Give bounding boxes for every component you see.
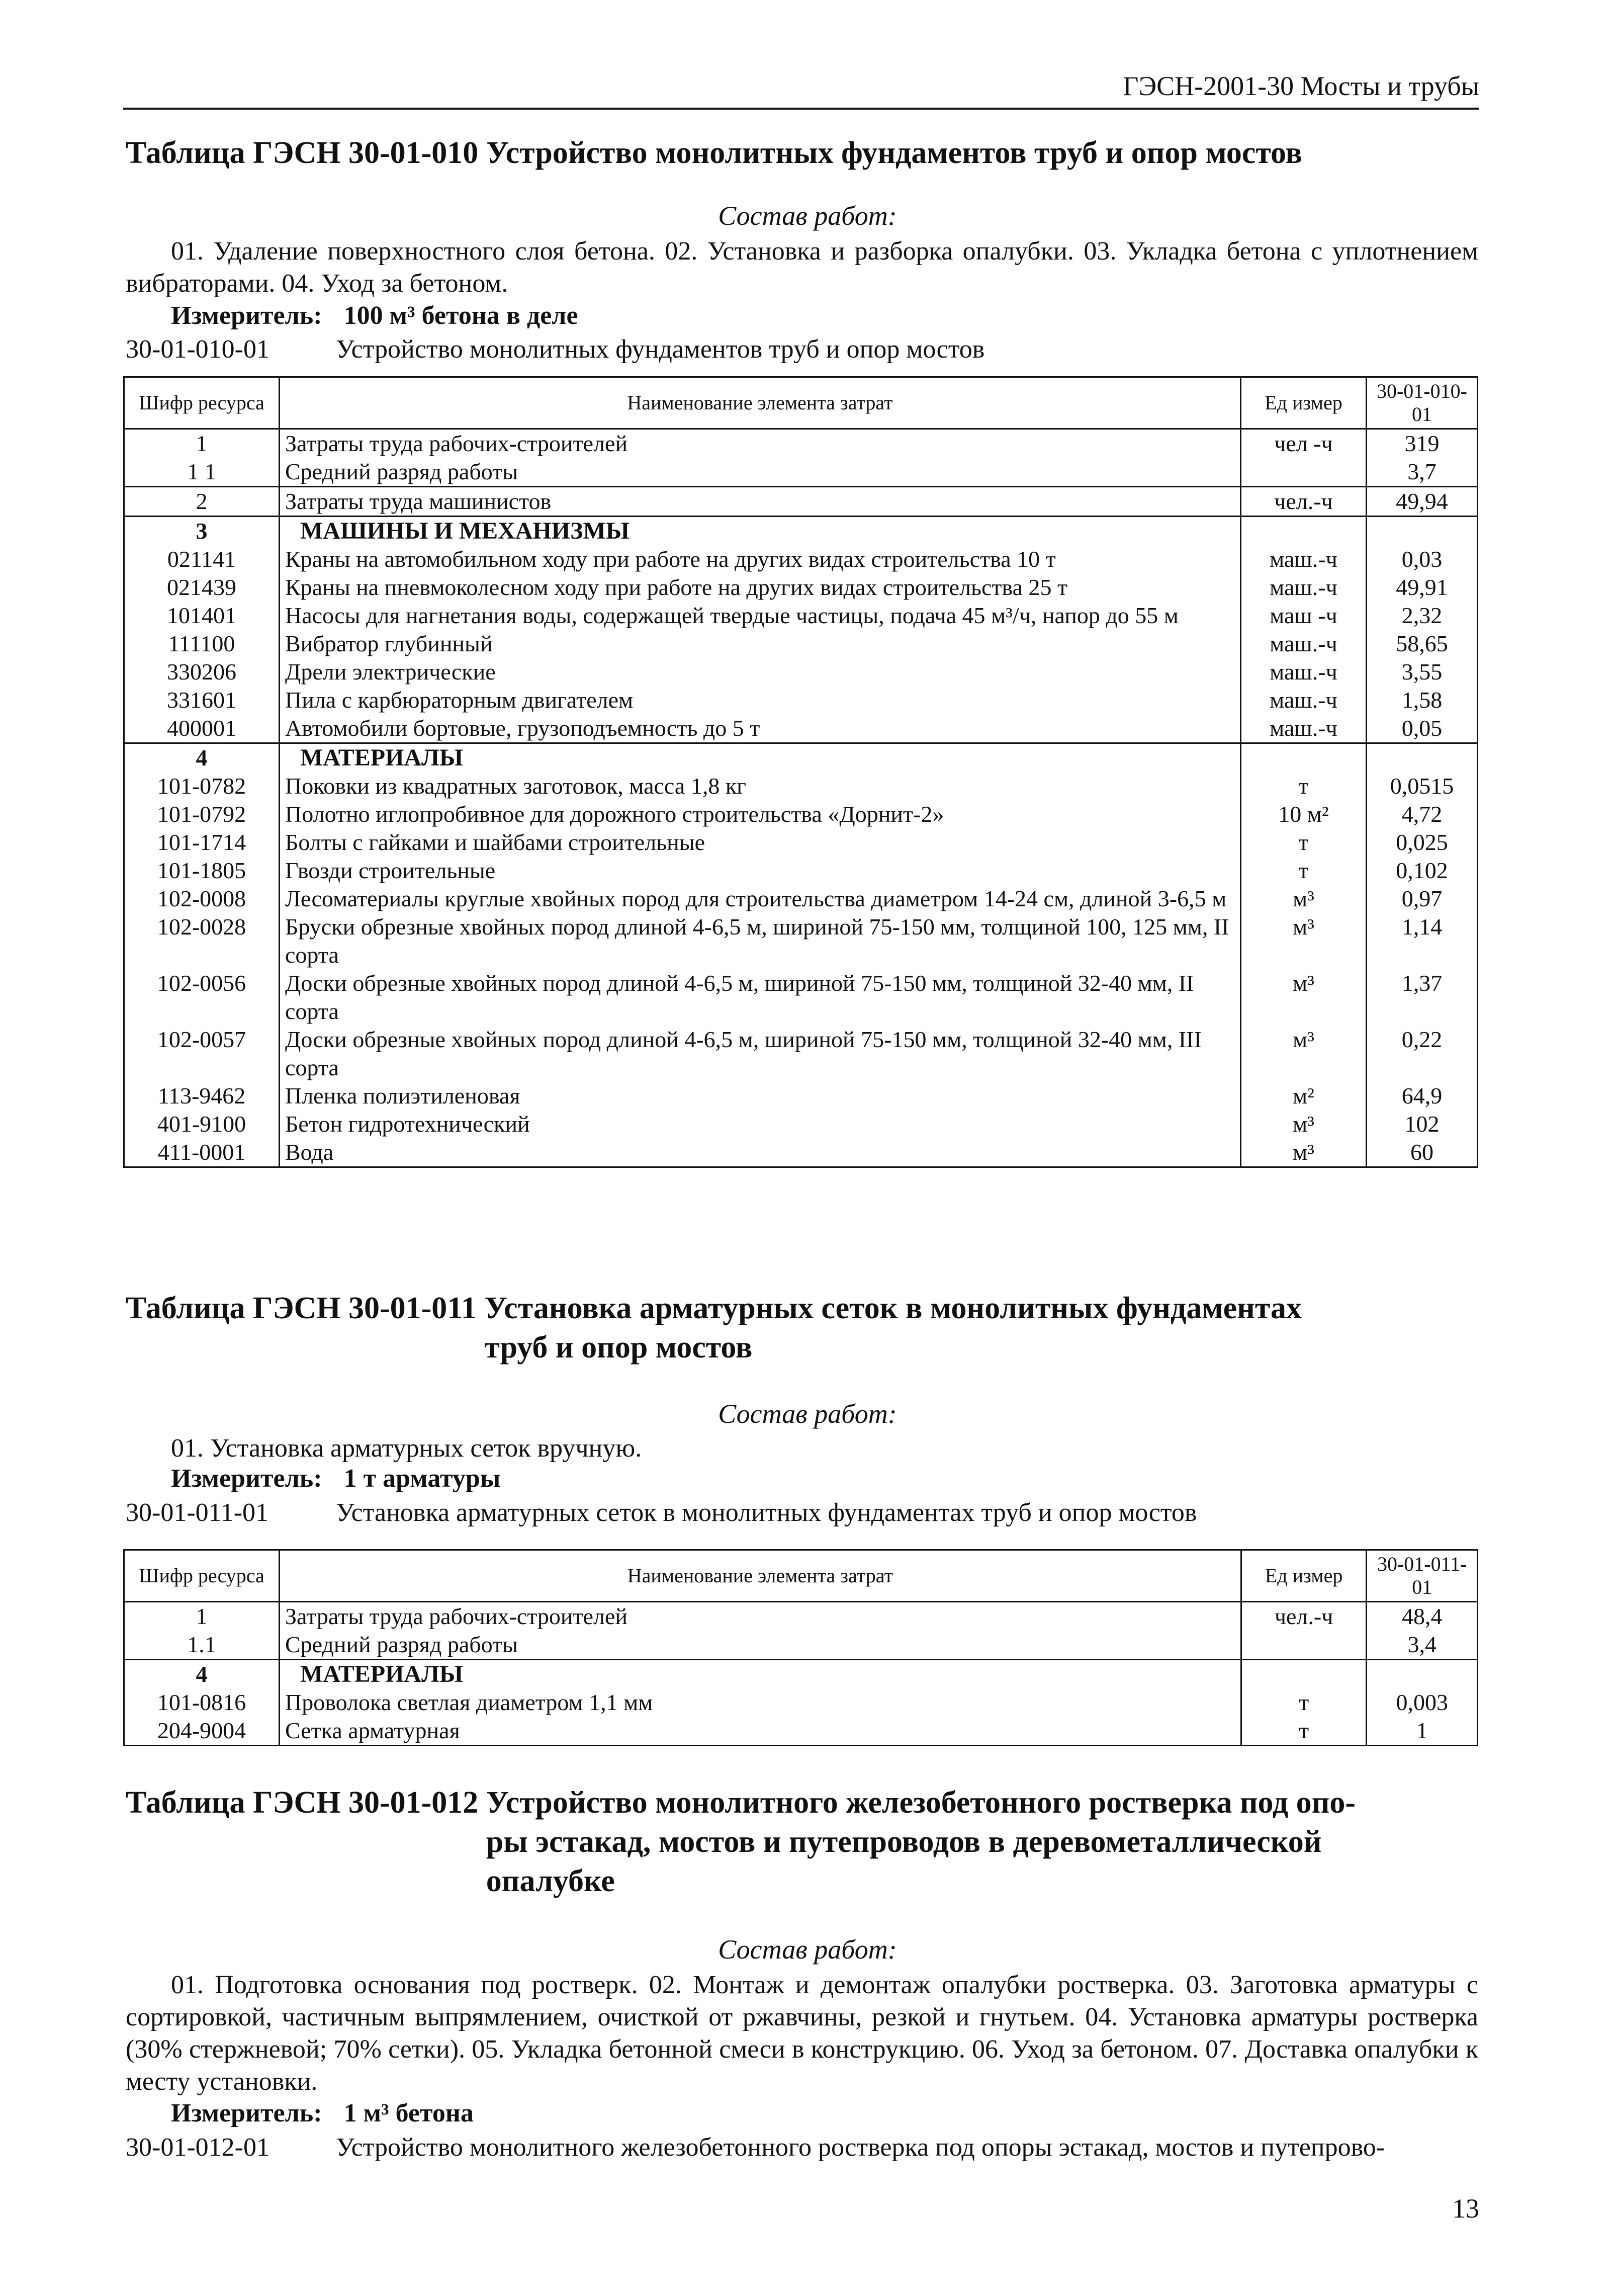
resource-value: 0,003 [1367,1688,1478,1717]
resource-table-30-01-010 [123,376,1478,1168]
resource-value: 0,97 [1366,885,1477,913]
resource-unit: маш.-ч [1241,714,1367,743]
resource-value: 1,14 [1366,913,1477,969]
resource-unit [1241,517,1367,546]
table-row [124,1110,1478,1138]
resource-name: Автомобили бортовые, грузоподъемность до 5 т [280,714,1241,743]
resource-value [1366,743,1477,773]
resource-name: Поковки из квадратных заготовок, масса 1,8 кг [280,772,1241,800]
resource-name: Проволока светлая диаметром 1,1 мм [279,1688,1241,1717]
resource-unit: маш -ч [1241,602,1367,630]
table-row [124,686,1478,714]
resource-name: Краны на пневмоколесном ходу при работе на других видах строительства 25 т [280,573,1241,602]
header-code: Шифр ресурса [124,1550,280,1602]
resource-value: 0,03 [1366,545,1477,573]
table-title-line: ры эстакад, мостов и путепроводов в деревометаллической [486,1825,1322,1859]
resource-value: 0,05 [1366,714,1477,743]
resource-code: 3 [124,517,280,546]
resource-unit: т [1241,828,1367,857]
resource-unit: маш.-ч [1241,686,1367,714]
resource-unit: м³ [1241,1110,1367,1138]
resource-name: Средний разряд работы [279,1631,1241,1660]
resource-code: 102-0057 [124,1026,280,1082]
resource-value: 2,32 [1366,602,1477,630]
table-row [124,1660,1478,1689]
table-row [124,658,1478,686]
resource-name: Затраты труда рабочих-строителей [280,429,1241,458]
norm-code-line [126,334,984,364]
resource-name: Пила с карбюраторным двигателем [280,686,1241,714]
norm-code: 30-01-012-01 [126,2133,270,2162]
table-row [124,458,1478,487]
table-row [124,1082,1478,1110]
table-header-row [124,1550,1478,1602]
resource-unit: м³ [1241,913,1367,969]
resource-unit: 10 м² [1241,800,1367,828]
resource-value: 102 [1366,1110,1477,1138]
resource-code: 021439 [124,573,280,602]
measure-line [171,301,578,330]
resource-code: 101-1805 [124,857,280,885]
resource-value: 3,55 [1366,658,1477,686]
resource-name: Средний разряд работы [280,458,1241,487]
resource-name: Дрели электрические [280,658,1241,686]
resource-code: 1 1 [124,458,280,487]
resource-unit [1241,458,1367,487]
resource-unit: т [1241,857,1367,885]
measure-line [171,2098,474,2128]
resource-value: 64,9 [1366,1082,1477,1110]
resource-name: Болты с гайками и шайбами строительные [280,828,1241,857]
table-row [124,772,1478,800]
works-text: 01. Удаление поверхностного слоя бетона. 02. Установка и разборка опалубки. 03. Укладка бетона с уплотнением вибраторами. 04. Уход за бетоном. [126,237,1478,298]
works-heading: Состав работ: [718,201,897,231]
table-row [124,517,1478,546]
resource-value: 3,7 [1366,458,1477,487]
header-value: 30-01-011-01 [1367,1550,1478,1602]
table-row [124,857,1478,885]
resource-code: 101401 [124,602,280,630]
table-title-line: опалубке [486,1864,615,1898]
resource-code: 102-0056 [124,969,280,1026]
resource-value: 0,0515 [1366,772,1477,800]
resource-value: 60 [1366,1138,1477,1167]
page-number: 13 [1452,2193,1479,2224]
resource-code: 102-0028 [124,913,280,969]
measure-label: Измеритель: [171,1464,322,1493]
resource-code: 113-9462 [124,1082,280,1110]
measure-label: Измеритель: [171,2099,322,2128]
resource-name: Бетон гидротехнический [280,1110,1241,1138]
resource-value: 1,58 [1366,686,1477,714]
norm-code: 30-01-011-01 [126,1498,269,1527]
table-row [124,913,1478,969]
resource-name: Сетка арматурная [279,1717,1241,1746]
table-title-line: Устройство монолитного железобетонного ростверка под опо- [486,1785,1356,1820]
resource-code: 101-1714 [124,828,280,857]
resource-unit: м³ [1241,969,1367,1026]
resource-unit: т [1241,1688,1367,1717]
norm-description: Устройство монолитного железобетонного ростверка под опоры эстакад, мостов и путепрово- [336,2133,1385,2162]
table-title-label: Таблица ГЭСН 30-01-010 [126,136,479,170]
norm-code-line [126,1498,1197,1527]
table-row [124,1026,1478,1082]
table-title-label: Таблица ГЭСН 30-01-012 [126,1785,479,1820]
works-heading: Состав работ: [718,1934,897,1965]
resource-value: 319 [1366,429,1477,458]
resource-code: 204-9004 [124,1717,280,1746]
norm-description: Установка арматурных сеток в монолитных фундаментах труб и опор мостов [336,1498,1197,1527]
table-title-line: Установка арматурных сеток в монолитных фундаментах [484,1291,1302,1325]
table-title-30-01-010 [126,133,1302,173]
header-code: Шифр ресурса [124,377,280,429]
table-title-30-01-011 [126,1289,1302,1367]
table-title-label: Таблица ГЭСН 30-01-011 [126,1291,477,1325]
resource-code: 401-9100 [124,1110,280,1138]
table-row [124,1688,1478,1717]
table-row [124,800,1478,828]
resource-unit: т [1241,772,1367,800]
table-row [124,429,1478,458]
resource-unit: маш.-ч [1241,545,1367,573]
resource-code: 101-0792 [124,800,280,828]
resource-code: 400001 [124,714,280,743]
resource-value: 3,4 [1367,1631,1478,1660]
measure-label: Измеритель: [171,301,322,330]
resource-name: Краны на автомобильном ходу при работе на других видах строительства 10 т [280,545,1241,573]
resource-value: 58,65 [1366,630,1477,658]
resource-name: Насосы для нагнетания воды, содержащей твердые частицы, подача 45 м³/ч, напор до 55 м [280,602,1241,630]
measure-value: 1 т арматуры [343,1464,501,1493]
resource-name: Лесоматериалы круглые хвойных пород для строительства диаметром 14-24 см, длиной 3-6,5 м [280,885,1241,913]
table-row [124,1138,1478,1167]
resource-unit: м³ [1241,1138,1367,1167]
resource-value [1366,517,1477,546]
table-row [124,743,1478,773]
resource-unit: м² [1241,1082,1367,1110]
table-title-text: Устройство монолитных фундаментов труб и опор мостов [486,136,1302,170]
resource-code: 331601 [124,686,280,714]
resource-unit: маш.-ч [1241,630,1367,658]
resource-name: Доски обрезные хвойных пород длиной 4-6,5 м, шириной 75-150 мм, толщиной 32-40 мм, II сорта [280,969,1241,1026]
table-title-line: труб и опор мостов [484,1330,753,1365]
table-row [124,1631,1478,1660]
table-row [124,828,1478,857]
resource-value: 1 [1367,1717,1478,1746]
resource-value: 49,91 [1366,573,1477,602]
table-row [124,969,1478,1026]
measure-line [171,1464,500,1493]
resource-unit: чел -ч [1241,429,1367,458]
header-unit: Ед измер [1241,1550,1367,1602]
table-row [124,630,1478,658]
table-header-row [124,377,1478,429]
resource-code: 1 [124,429,280,458]
table-row [124,602,1478,630]
resource-unit: м³ [1241,1026,1367,1082]
table-row [124,1602,1478,1631]
resource-code: 111100 [124,630,280,658]
table-row [124,714,1478,743]
header-value: 30-01-010-01 [1366,377,1477,429]
resource-name: МАШИНЫ И МЕХАНИЗМЫ [280,517,1241,546]
norm-description: Устройство монолитных фундаментов труб и опор мостов [336,335,985,364]
resource-name: МАТЕРИАЛЫ [279,1660,1241,1689]
table-row [124,885,1478,913]
resource-unit: м³ [1241,885,1367,913]
table-row [124,1717,1478,1746]
resource-unit: т [1241,1717,1367,1746]
resource-name: Вибратор глубинный [280,630,1241,658]
resource-table-30-01-011 [123,1549,1478,1746]
resource-name: Полотно иглопробивное для дорожного строительства «Дорнит-2» [280,800,1241,828]
resource-code: 1.1 [124,1631,280,1660]
table-title-30-01-012 [126,1783,1356,1901]
resource-unit [1241,1631,1367,1660]
resource-name: Доски обрезные хвойных пород длиной 4-6,5 м, шириной 75-150 мм, толщиной 32-40 мм, III сорта [280,1026,1241,1082]
running-header: ГЭСН-2001-30 Мосты и трубы [1123,71,1479,101]
resource-unit: маш.-ч [1241,658,1367,686]
resource-unit [1241,743,1367,773]
resource-code: 4 [124,1660,280,1689]
resource-name: Вода [280,1138,1241,1167]
resource-name: Бруски обрезные хвойных пород длиной 4-6,5 м, шириной 75-150 мм, толщиной 100, 125 мм, II сорта [280,913,1241,969]
header-unit: Ед измер [1241,377,1367,429]
resource-name: Пленка полиэтиленовая [280,1082,1241,1110]
table-row [124,487,1478,517]
resource-code: 4 [124,743,280,773]
resource-code: 2 [124,487,280,517]
resource-code: 101-0816 [124,1688,280,1717]
resource-code: 411-0001 [124,1138,280,1167]
table-title-text [484,1289,1302,1367]
resource-code: 1 [124,1602,280,1631]
resource-name: МАТЕРИАЛЫ [280,743,1241,773]
header-name: Наименование элемента затрат [280,377,1241,429]
resource-value: 4,72 [1366,800,1477,828]
resource-name: Затраты труда рабочих-строителей [279,1602,1241,1631]
header-name: Наименование элемента затрат [279,1550,1241,1602]
resource-unit: маш.-ч [1241,573,1367,602]
resource-value: 1,37 [1366,969,1477,1026]
norm-code-line [126,2133,1385,2162]
resource-value: 0,025 [1366,828,1477,857]
resource-code: 102-0008 [124,885,280,913]
resource-unit: чел.-ч [1241,1602,1367,1631]
resource-name: Затраты труда машинистов [280,487,1241,517]
resource-name: Гвозди строительные [280,857,1241,885]
resource-value: 0,102 [1366,857,1477,885]
resource-code: 101-0782 [124,772,280,800]
resource-unit: чел.-ч [1241,487,1367,517]
works-text: 01. Подготовка основания под ростверк. 02. Монтаж и демонтаж опалубки ростверка. 03. Заготовка арматуры с сортировкой, частичным выпрямлением, очисткой от ржавчины, резкой и гнутьем. 04. Установка арматуры ростверка (30% стержневой; 70% сетки). 05. Укладка бетонной смеси в конструкцию. 06. Уход за бетоном. 07. Доставка опалубки к месту установки. [126,1971,1478,2096]
header-rule [123,108,1479,110]
table-row [124,545,1478,573]
norm-code: 30-01-010-01 [126,335,270,364]
table-row [124,573,1478,602]
resource-value: 49,94 [1366,487,1477,517]
measure-value: 100 м³ бетона в деле [343,301,578,330]
table-title-text [486,1783,1356,1901]
resource-value: 48,4 [1367,1602,1478,1631]
resource-code: 021141 [124,545,280,573]
works-text: 01. Установка арматурных сеток вручную. [171,1434,642,1463]
resource-unit [1241,1660,1367,1689]
works-heading: Состав работ: [718,1399,897,1429]
resource-value: 0,22 [1366,1026,1477,1082]
measure-value: 1 м³ бетона [343,2099,474,2128]
resource-value [1367,1660,1478,1689]
resource-code: 330206 [124,658,280,686]
